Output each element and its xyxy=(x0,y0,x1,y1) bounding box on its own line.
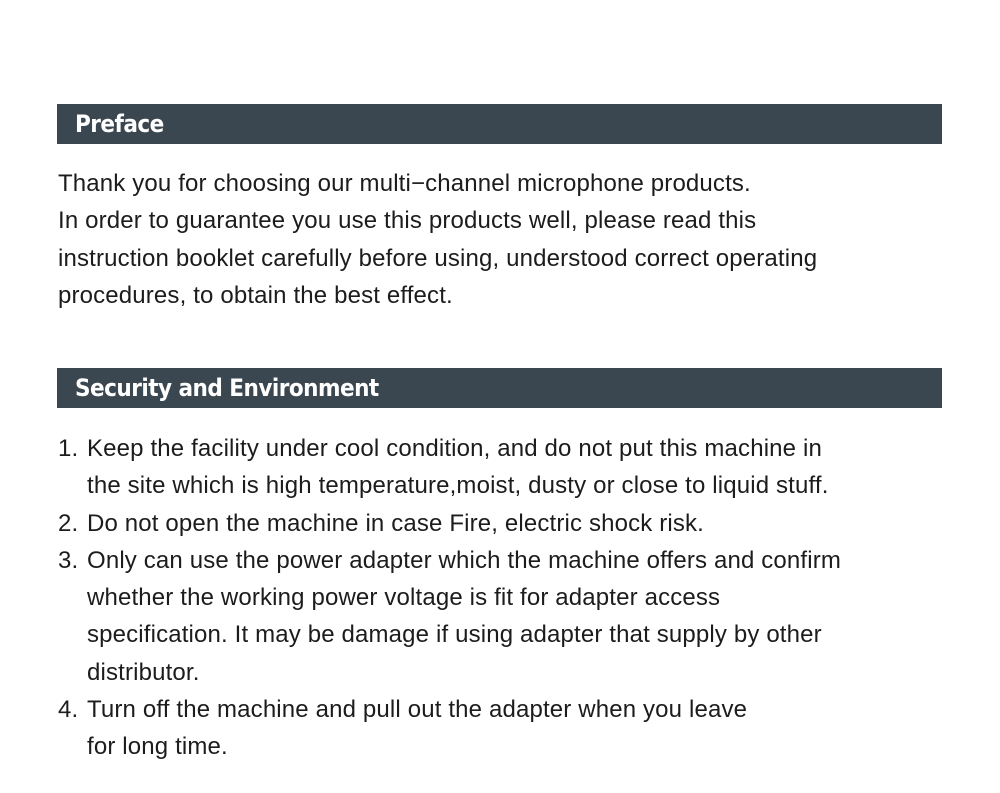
security-list xyxy=(58,430,958,766)
preface-header xyxy=(57,104,942,144)
item-line: specification. It may be damage if using adapter that supply by other xyxy=(87,621,822,649)
security-header xyxy=(57,368,942,408)
item-number: 4. xyxy=(58,696,79,724)
item-number: 1. xyxy=(58,435,79,462)
item-line: for long time. xyxy=(87,733,228,761)
item-line: distributor. xyxy=(87,658,200,686)
item-number: 3. xyxy=(58,546,79,574)
security-title: Security and Environment xyxy=(75,374,379,402)
item-line: Keep the facility under cool condition, and do not put this machine in xyxy=(87,435,822,462)
preface-line: In order to guarantee you use this products well, please read this xyxy=(58,207,757,235)
preface-line: Thank you for choosing our multi−channel microphone products. xyxy=(58,170,751,197)
item-line: Only can use the power adapter which the machine offers and confirm xyxy=(87,546,842,574)
preface-body xyxy=(58,165,958,314)
item-text xyxy=(87,542,841,691)
security-item xyxy=(58,542,958,691)
security-item xyxy=(58,430,958,505)
preface-line: procedures, to obtain the best effect. xyxy=(58,281,453,309)
item-number: 2. xyxy=(58,509,79,537)
item-line: the site which is high temperature,moist, dusty or close to liquid stuff. xyxy=(87,472,829,500)
preface-title: Preface xyxy=(75,110,164,138)
security-item xyxy=(58,505,958,542)
item-text xyxy=(87,430,829,505)
item-text xyxy=(87,505,704,542)
item-text xyxy=(87,691,747,766)
item-line: Turn off the machine and pull out the adapter when you leave xyxy=(87,696,748,724)
item-line: whether the working power voltage is fit for adapter access xyxy=(87,584,721,612)
item-line: Do not open the machine in case Fire, electric shock risk. xyxy=(87,509,704,537)
preface-line: instruction booklet carefully before using, understood correct operating xyxy=(58,244,818,272)
security-item xyxy=(58,691,958,766)
